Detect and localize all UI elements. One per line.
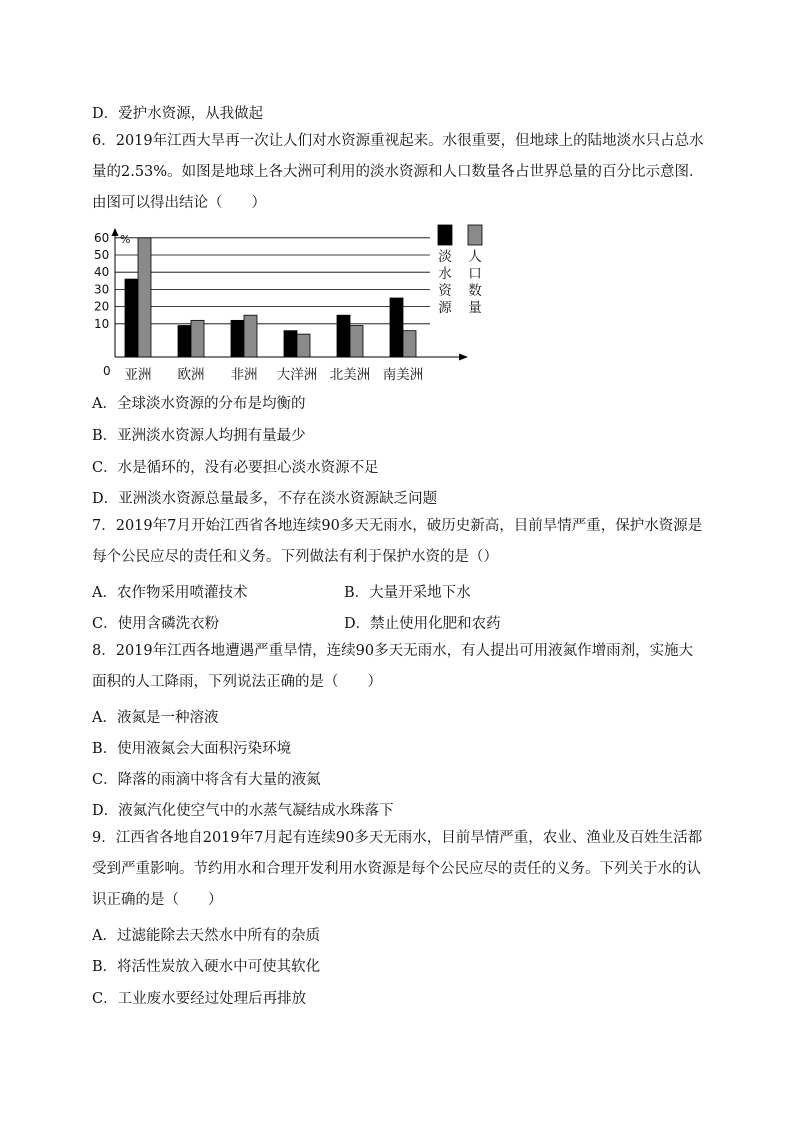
question-7-stem: 7．2019年7月开始江西省各地连续90多天无雨水，破历史新高，目前旱情严重，保护水资源是每个公民应尽的责任和义务。下列做法有利于保护水资的是（）	[92, 518, 703, 565]
x-category-label: 亚洲	[124, 367, 152, 383]
bar-population-1	[191, 320, 204, 357]
question-7-option-b: B．大量开采地下水	[344, 585, 471, 601]
bar-population-4	[350, 326, 363, 357]
question-8-option-d: D．液氮汽化使空气中的水蒸气凝结成水珠落下	[92, 803, 394, 819]
question-7-option-c: C．使用含磷洗衣粉	[92, 616, 220, 632]
bar-population-0	[138, 238, 151, 357]
question-8-option-b: B．使用液氮会大面积污染环境	[92, 741, 292, 757]
origin-label: 0	[103, 364, 111, 378]
y-tick-label-3: 30	[94, 282, 110, 297]
question-5-option-d: D．爱护水资源，从我做起	[92, 106, 264, 122]
question-6-option-b: B．亚洲淡水资源人均拥有量最少	[92, 428, 306, 444]
legend-label-char: 数	[468, 283, 482, 299]
legend-swatch-freshwater	[438, 225, 452, 245]
x-category-label: 大洋洲	[276, 367, 318, 383]
y-axis-arrow	[112, 228, 119, 236]
question-7-option-d: D．禁止使用化肥和农药	[344, 616, 501, 632]
y-tick-label-5: 10	[94, 316, 110, 331]
legend-label-char: 口	[468, 266, 482, 282]
freshwater-population-chart	[92, 223, 492, 385]
question-9-option-b: B．将活性炭放入硬水中可使其软化	[92, 959, 321, 975]
question-6-option-c: C．水是循环的，没有必要担心淡水资源不足	[92, 460, 379, 476]
legend-label-char: 水	[438, 266, 452, 282]
question-9-option-c: C．工业废水要经过处理后再排放	[92, 991, 307, 1007]
bar-freshwater-3	[284, 331, 297, 357]
question-7-option-a: A．农作物采用喷灌技术	[92, 585, 248, 601]
question-9-stem: 9．江西省各地自2019年7月起有连续90多天无雨水，目前旱情严重，农业、渔业及百姓生活都受到严重影响。节约用水和合理开发利用水资源是每个公民应尽的责任的义务。下列关于水的认识正确的是（ ）	[92, 830, 703, 908]
bar-freshwater-1	[178, 326, 191, 357]
question-6-option-d: D．亚洲淡水资源总量最多，不存在淡水资源缺乏问题	[92, 491, 438, 507]
x-axis-arrow	[459, 354, 468, 361]
question-9-option-a: A．过滤能除去天然水中所有的杂质	[92, 928, 320, 944]
legend-label-char: 量	[468, 300, 482, 316]
x-category-label: 非洲	[230, 367, 258, 383]
bar-freshwater-2	[231, 320, 244, 357]
legend-label-char: 资	[438, 283, 452, 299]
question-6-option-a: A．全球淡水资源的分布是均衡的	[92, 396, 306, 412]
question-8-stem: 8．2019年江西各地遭遇严重旱情，连续90多天无雨水，有人提出可用液氮作增雨剂，实施大面积的人工降雨，下列说法正确的是（ ）	[92, 643, 694, 690]
y-tick-label-2: 40	[94, 265, 110, 280]
y-axis-unit: %	[120, 233, 131, 246]
legend-label-char: 人	[468, 249, 482, 265]
question-8-option-c: C．降落的雨滴中将含有大量的液氮	[92, 772, 321, 788]
y-tick-label-4: 20	[94, 299, 110, 314]
x-category-label: 南美洲	[382, 367, 424, 383]
x-category-label: 北美洲	[329, 367, 371, 383]
bar-population-3	[297, 334, 310, 357]
y-tick-label-1: 50	[94, 248, 110, 262]
y-tick-label-0: 60	[94, 230, 110, 245]
legend-swatch-population	[468, 225, 482, 245]
bar-population-2	[244, 315, 257, 357]
bar-freshwater-4	[337, 315, 350, 357]
legend-label-char: 源	[438, 300, 452, 316]
bar-freshwater-0	[125, 279, 138, 357]
legend-label-char: 淡	[438, 249, 452, 265]
bar-population-5	[403, 331, 416, 357]
question-6-stem: 6．2019年江西大旱再一次让人们对水资源重视起来。水很重要，但地球上的陆地淡水只占总水量的2.53%。如图是地球上各大洲可利用的淡水资源和人口数量各占世界总量的百分比示意图．由图可以得出结论（ ）	[92, 133, 704, 211]
question-8-option-a: A．液氮是一种溶液	[92, 710, 219, 726]
bar-freshwater-5	[390, 298, 403, 357]
x-category-label: 欧洲	[177, 367, 205, 383]
